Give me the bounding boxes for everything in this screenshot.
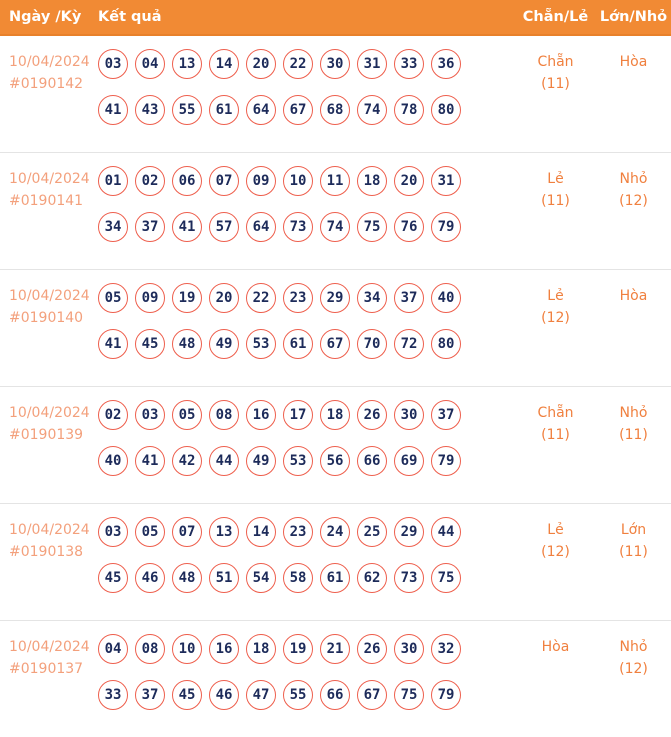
number-ball: 53 (283, 446, 313, 476)
parity-cell (515, 49, 596, 95)
number-ball: 24 (320, 517, 350, 547)
number-ball: 07 (209, 166, 239, 196)
number-ball: 66 (320, 680, 350, 710)
number-ball: 75 (394, 680, 424, 710)
number-ball: 30 (394, 400, 424, 430)
numbers-cell (90, 400, 515, 476)
number-ball: 20 (209, 283, 239, 313)
number-ball: 79 (431, 680, 461, 710)
results-body (0, 36, 671, 737)
numbers-line-1 (98, 166, 515, 196)
number-ball: 61 (283, 329, 313, 359)
numbers-line-2 (98, 329, 515, 359)
number-ball: 41 (98, 95, 128, 125)
number-ball: 26 (357, 634, 387, 664)
number-ball: 69 (394, 446, 424, 476)
size-value: Nhỏ (619, 171, 648, 187)
number-ball: 64 (246, 212, 276, 242)
number-ball: 62 (357, 563, 387, 593)
number-ball: 66 (357, 446, 387, 476)
number-ball: 47 (246, 680, 276, 710)
number-ball: 02 (135, 166, 165, 196)
number-ball: 34 (98, 212, 128, 242)
number-ball: 40 (98, 446, 128, 476)
numbers-line-1 (98, 49, 515, 79)
number-ball: 46 (135, 563, 165, 593)
draw-date-cell (0, 49, 90, 95)
number-ball: 10 (283, 166, 313, 196)
number-ball: 30 (394, 634, 424, 664)
number-ball: 72 (394, 329, 424, 359)
draw-date-cell (0, 283, 90, 329)
column-header-parity: Chẵn/Lẻ (522, 9, 589, 25)
number-ball: 67 (283, 95, 313, 125)
numbers-cell (90, 283, 515, 359)
draw-date: 10/04/2024 (9, 639, 90, 655)
number-ball: 75 (431, 563, 461, 593)
result-row (0, 36, 671, 153)
number-ball: 73 (394, 563, 424, 593)
parity-cell (515, 400, 596, 446)
draw-date: 10/04/2024 (9, 54, 90, 70)
numbers-line-1 (98, 517, 515, 547)
number-ball: 37 (135, 212, 165, 242)
number-ball: 42 (172, 446, 202, 476)
number-ball: 08 (135, 634, 165, 664)
numbers-cell (90, 517, 515, 593)
number-ball: 21 (320, 634, 350, 664)
number-ball: 04 (135, 49, 165, 79)
number-ball: 80 (431, 329, 461, 359)
number-ball: 44 (431, 517, 461, 547)
number-ball: 23 (283, 283, 313, 313)
size-count: (11) (619, 544, 648, 560)
number-ball: 76 (394, 212, 424, 242)
number-ball: 48 (172, 329, 202, 359)
number-ball: 19 (172, 283, 202, 313)
number-ball: 13 (172, 49, 202, 79)
size-count: (12) (619, 661, 648, 677)
numbers-line-1 (98, 283, 515, 313)
size-value: Nhỏ (619, 639, 648, 655)
number-ball: 03 (98, 517, 128, 547)
parity-count: (11) (541, 76, 570, 92)
number-ball: 45 (172, 680, 202, 710)
draw-id: #0190140 (9, 310, 84, 326)
number-ball: 30 (320, 49, 350, 79)
number-ball: 11 (320, 166, 350, 196)
number-ball: 64 (246, 95, 276, 125)
number-ball: 54 (246, 563, 276, 593)
draw-date: 10/04/2024 (9, 288, 90, 304)
number-ball: 51 (209, 563, 239, 593)
number-ball: 31 (431, 166, 461, 196)
number-ball: 44 (209, 446, 239, 476)
number-ball: 02 (98, 400, 128, 430)
numbers-cell (90, 49, 515, 125)
number-ball: 09 (246, 166, 276, 196)
numbers-line-2 (98, 680, 515, 710)
size-cell (596, 49, 671, 73)
number-ball: 26 (357, 400, 387, 430)
parity-value: Chẵn (537, 405, 574, 421)
number-ball: 41 (172, 212, 202, 242)
draw-date: 10/04/2024 (9, 405, 90, 421)
number-ball: 18 (246, 634, 276, 664)
draw-id: #0190141 (9, 193, 84, 209)
parity-count: (12) (541, 310, 570, 326)
size-cell (596, 517, 671, 563)
numbers-cell (90, 634, 515, 710)
number-ball: 48 (172, 563, 202, 593)
number-ball: 22 (246, 283, 276, 313)
number-ball: 05 (172, 400, 202, 430)
number-ball: 53 (246, 329, 276, 359)
parity-value: Lẻ (547, 171, 564, 187)
draw-id: #0190139 (9, 427, 84, 443)
number-ball: 74 (320, 212, 350, 242)
number-ball: 80 (431, 95, 461, 125)
size-cell (596, 283, 671, 307)
number-ball: 43 (135, 95, 165, 125)
parity-count: (11) (541, 427, 570, 443)
number-ball: 37 (394, 283, 424, 313)
parity-value: Hòa (541, 639, 570, 655)
number-ball: 45 (135, 329, 165, 359)
number-ball: 03 (135, 400, 165, 430)
number-ball: 14 (246, 517, 276, 547)
parity-value: Lẻ (547, 288, 564, 304)
number-ball: 33 (394, 49, 424, 79)
number-ball: 78 (394, 95, 424, 125)
numbers-line-2 (98, 95, 515, 125)
number-ball: 06 (172, 166, 202, 196)
result-row (0, 504, 671, 621)
number-ball: 25 (357, 517, 387, 547)
size-value: Hòa (619, 288, 648, 304)
number-ball: 67 (357, 680, 387, 710)
number-ball: 37 (431, 400, 461, 430)
result-row (0, 153, 671, 270)
result-row (0, 387, 671, 504)
number-ball: 17 (283, 400, 313, 430)
number-ball: 14 (209, 49, 239, 79)
number-ball: 20 (246, 49, 276, 79)
number-ball: 46 (209, 680, 239, 710)
number-ball: 49 (209, 329, 239, 359)
parity-cell (515, 517, 596, 563)
number-ball: 34 (357, 283, 387, 313)
number-ball: 10 (172, 634, 202, 664)
number-ball: 31 (357, 49, 387, 79)
size-value: Hòa (619, 54, 648, 70)
number-ball: 18 (320, 400, 350, 430)
number-ball: 55 (283, 680, 313, 710)
draw-id: #0190137 (9, 661, 84, 677)
number-ball: 23 (283, 517, 313, 547)
result-row (0, 270, 671, 387)
draw-date-cell (0, 634, 90, 680)
numbers-cell (90, 166, 515, 242)
column-header-date: Ngày /Kỳ (9, 9, 82, 25)
parity-value: Lẻ (547, 522, 564, 538)
number-ball: 68 (320, 95, 350, 125)
parity-value: Chẵn (537, 54, 574, 70)
parity-count: (11) (541, 193, 570, 209)
parity-cell (515, 634, 596, 658)
numbers-line-1 (98, 634, 515, 664)
number-ball: 19 (283, 634, 313, 664)
number-ball: 41 (135, 446, 165, 476)
number-ball: 16 (246, 400, 276, 430)
draw-date-cell (0, 400, 90, 446)
size-cell (596, 166, 671, 212)
draw-id: #0190138 (9, 544, 84, 560)
number-ball: 75 (357, 212, 387, 242)
number-ball: 49 (246, 446, 276, 476)
size-cell (596, 634, 671, 680)
number-ball: 22 (283, 49, 313, 79)
number-ball: 05 (98, 283, 128, 313)
parity-count: (12) (541, 544, 570, 560)
number-ball: 09 (135, 283, 165, 313)
column-header-result: Kết quả (98, 9, 162, 25)
number-ball: 03 (98, 49, 128, 79)
number-ball: 20 (394, 166, 424, 196)
size-value: Lớn (620, 522, 647, 538)
number-ball: 55 (172, 95, 202, 125)
number-ball: 29 (394, 517, 424, 547)
draw-id: #0190142 (9, 76, 84, 92)
number-ball: 16 (209, 634, 239, 664)
size-cell (596, 400, 671, 446)
result-row (0, 621, 671, 737)
number-ball: 04 (98, 634, 128, 664)
number-ball: 33 (98, 680, 128, 710)
number-ball: 37 (135, 680, 165, 710)
number-ball: 58 (283, 563, 313, 593)
number-ball: 73 (283, 212, 313, 242)
size-count: (11) (619, 427, 648, 443)
parity-cell (515, 166, 596, 212)
parity-cell (515, 283, 596, 329)
size-value: Nhỏ (619, 405, 648, 421)
number-ball: 07 (172, 517, 202, 547)
number-ball: 56 (320, 446, 350, 476)
number-ball: 61 (209, 95, 239, 125)
number-ball: 41 (98, 329, 128, 359)
number-ball: 74 (357, 95, 387, 125)
number-ball: 18 (357, 166, 387, 196)
number-ball: 79 (431, 212, 461, 242)
number-ball: 57 (209, 212, 239, 242)
number-ball: 61 (320, 563, 350, 593)
column-header-size: Lớn/Nhỏ (599, 9, 668, 25)
number-ball: 36 (431, 49, 461, 79)
number-ball: 79 (431, 446, 461, 476)
number-ball: 45 (98, 563, 128, 593)
draw-date-cell (0, 517, 90, 563)
number-ball: 05 (135, 517, 165, 547)
numbers-line-1 (98, 400, 515, 430)
number-ball: 70 (357, 329, 387, 359)
number-ball: 40 (431, 283, 461, 313)
number-ball: 29 (320, 283, 350, 313)
number-ball: 08 (209, 400, 239, 430)
number-ball: 01 (98, 166, 128, 196)
numbers-line-2 (98, 563, 515, 593)
draw-date: 10/04/2024 (9, 522, 90, 538)
draw-date-cell (0, 166, 90, 212)
numbers-line-2 (98, 212, 515, 242)
number-ball: 67 (320, 329, 350, 359)
numbers-line-2 (98, 446, 515, 476)
number-ball: 32 (431, 634, 461, 664)
table-header-row (0, 0, 671, 36)
number-ball: 13 (209, 517, 239, 547)
size-count: (12) (619, 193, 648, 209)
draw-date: 10/04/2024 (9, 171, 90, 187)
